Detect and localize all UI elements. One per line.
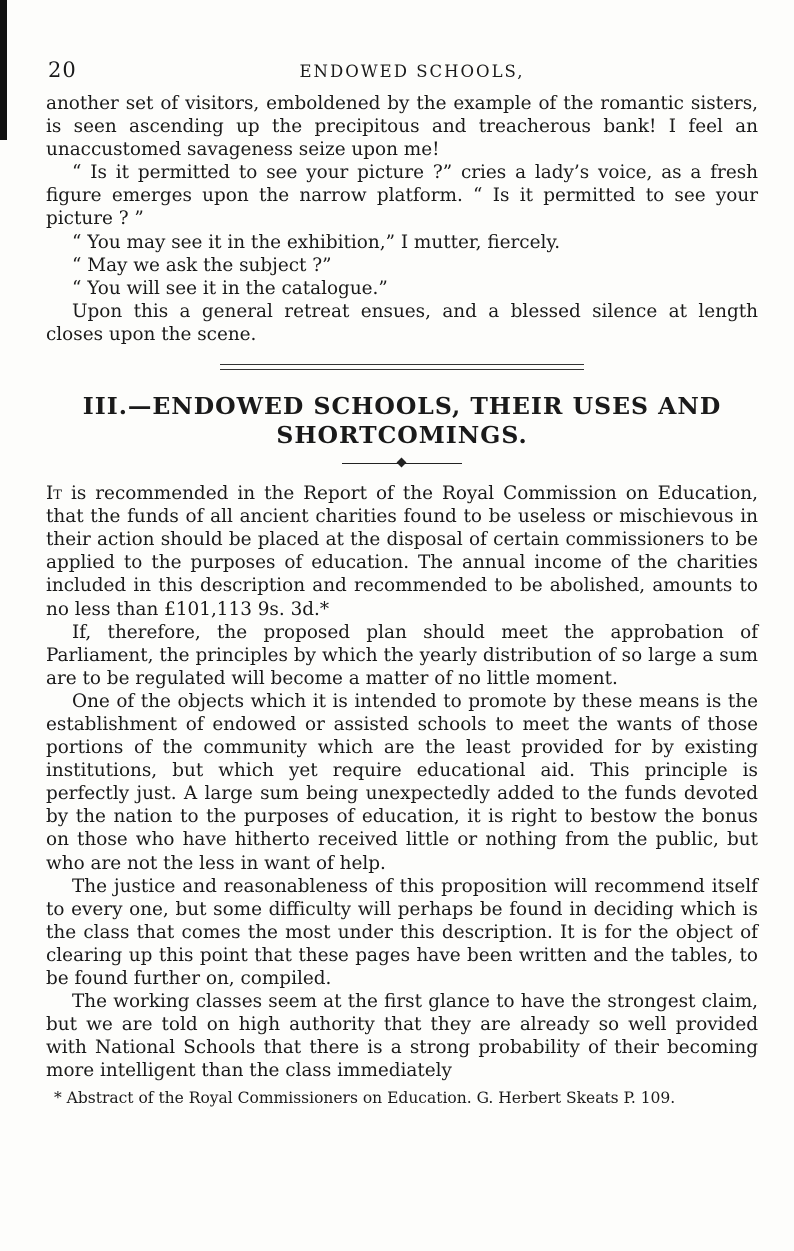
diamond-icon [397,458,407,468]
article-text [46,482,758,1082]
opening-text: is recommended in the Report of the Royal Commission on Education, that the funds of all ancient charities found to be useless or mischievous in their action should be placed at the disposal of certain commissioners to be applied to the purposes of education. The annual income of the charities included in this description and recommended to be abolished, amounts to no less than £101,113 9s. 3d.* [46,483,758,620]
running-title: ENDOWED SCHOOLS, [299,62,525,81]
book-page [46,58,758,1125]
dialogue-line: “ You will see it in the catalogue.” [72,277,388,299]
dialogue-line: “ May we ask the subject ?” [72,254,332,276]
article-paragraph: If, therefore, the proposed plan should meet the approbation of Parliament, the principles by which the yearly distribution of so large a sum are to be regulated will become a matter of no little moment. [46,621,758,689]
carryover-paragraph: another set of visitors, emboldened by the example of the romantic sisters, is seen ascending up the precipitous and treacherous bank! I feel an unaccustomed savageness seize upon me! [46,93,758,161]
article-paragraph: The justice and reasonableness of this proposition will recommend itself to every one, but some difficulty will perhaps be found in deciding which is the class that comes the most under this description. It is for the object of clearing up this point that these pages have been written and the tables, to be found further on, compiled. [46,875,758,989]
dialogue-line: “ You may see it in the exhibition,” I mutter, fiercely. [72,231,561,253]
dialogue-line: “ Is it permitted to see your picture ?” cries a lady’s voice, as a fresh figure emerges upon the narrow platform. “ Is it permitted to see your picture ? ” [46,162,758,230]
section-divider [220,364,584,370]
title-ornament [342,458,462,468]
article-paragraph: The working classes seem at the first glance to have the strongest claim, but we are told on high authority that they are already so well provided with National Schools that there is a strong probability of their becoming more intelligent than the class immediately [46,991,758,1082]
closing-paragraph: Upon this a general retreat ensues, and a blessed silence at length closes upon the scene. [46,300,758,345]
article-paragraph: One of the objects which it is intended to promote by these means is the establishment of endowed or assisted schools to meet the wants of those portions of the community which are the least provided for by existing institutions, but which yet require educational aid. This principle is perfectly just. A large sum being unexpectedly added to the funds devoted by the nation to the purposes of education, it is right to bestow the bonus on those who have hitherto received little or nothing from the public, but who are not the less in want of help. [46,690,758,874]
opening-paragraph [46,482,758,621]
binding-edge [0,0,7,140]
section-title-line: SHORTCOMINGS. [276,421,528,450]
section-title [46,392,758,450]
carryover-text [46,92,758,346]
section-title-line: III.—ENDOWED SCHOOLS, THEIR USES AND [82,392,722,421]
page-number: 20 [48,58,77,82]
running-head [46,58,758,92]
opening-word: It [46,483,62,505]
footnote: * Abstract of the Royal Commissioners on Education. G. Herbert Skeats P. 109. [54,1089,676,1108]
